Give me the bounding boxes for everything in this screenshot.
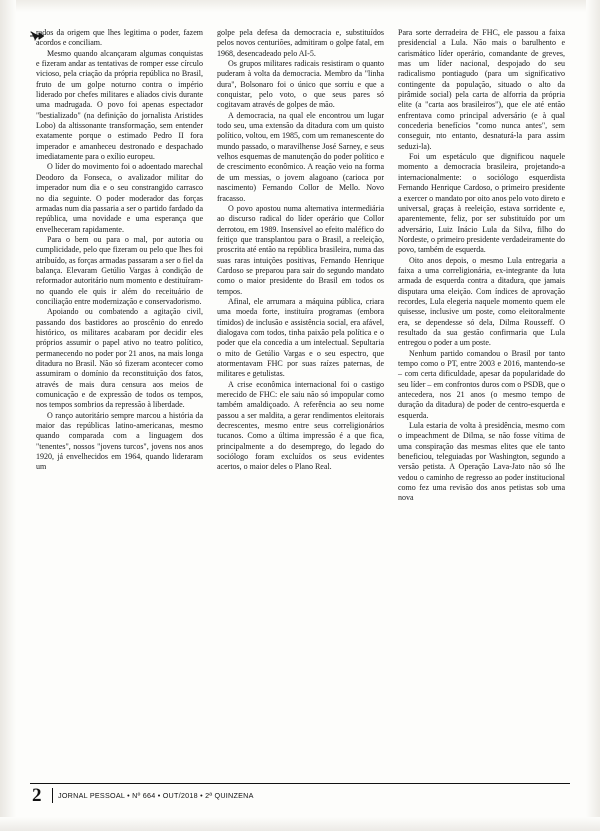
paper-edge-left [0, 0, 16, 831]
paragraph: Foi um espetáculo que dignificou naquele momento a democracia brasileira, projetando-a internacionalmente: o sociólogo esquerdista Fernando Henrique Cardoso, o primeiro presidente a exercer o mandato por oito anos pelo voto direto e universal, graças à reeleição, estava sorridente e, aparentemente, feliz, por ser substituído por um adversário, Luiz Inácio Lula da Silva, filho do Nordeste, o primeiro presidente verdadeiramente do povo, também de esquerda. [398, 152, 565, 255]
paragraph: O ranço autoritário sempre marcou a história da maior das repúblicas latino-americanas, mesmo quando comparada com a linguagem dos "tenentes", nossos "jovens turcos", jovens nos anos 1920, já envelhecidos em 1964, quando lideraram um [36, 410, 203, 472]
paragraph: Apoiando ou combatendo a agitação civil, passando dos bastidores ao proscênio do enredo histórico, os militares acabaram por decidir eles próprios assumir o papel ativo no teatro político, permanecendo no poder por 21 anos, na mais longa ditadura no Brasil. Não só fizeram acontecer como assumiram o domínio da reconstituição dos fatos, através de mais dura censura aos meios de comunicação e de expressão de todos os tempos, nos tempos sombrios da repressão à liberdade. [36, 307, 203, 410]
paragraph: Afinal, ele arrumara a máquina pública, criara uma moeda forte, instituíra programas (embora tímidos) de inclusão e assistência social, era afável, dialogava com todos, tinha paixão pela política e o poder que ela concedia a um intelectual. Sepultaria o mito de Getúlio Vargas e o seu espectro, que atormentavam FHC por suas raízes paternas, de militares e getulistas. [217, 296, 384, 379]
paragraph: O povo apostou numa alternativa intermediária ao discurso radical do líder operário que Collor derrotou, em 1989. Insensível ao efeito maléfico do feitiço que transplantou para o Brasil, a reeleição, proscrita até então na república brasileira, numa das suas raras intuições positivas, Fernando Henrique Cardoso se preparou para sair do segundo mandato como o maior presidente do Brasil em todos os tempos. [217, 203, 384, 296]
paragraph: Nenhum partido comandou o Brasil por tanto tempo como o PT, entre 2003 e 2016, mantendo-se – com certa dificuldade, apesar da popularidade do seu líder – em confrontos duros com o PSDB, que o antecedera, nos 21 anos (o mesmo tempo de duração da ditadura) de poder de centro-esquerda e esquerda. [398, 348, 565, 420]
paper-edge-top [0, 0, 600, 12]
page-number: 2 [32, 785, 41, 806]
paragraph: A democracia, na qual ele encontrou um lugar todo seu, uma extensão da ditadura com um quisto político, voltou, em 1985, com um remanescente do mundo passado, o maravilhense José Sarney, e seus velhos esquemas de manutenção do poder político e de crescimento econômico. A reação veio na forma de um messias, o jovem alagoano (carioca por nascimento) Fernando Collor de Mello. Novo fracasso. [217, 110, 384, 203]
column-2 [217, 28, 384, 768]
paragraph: golpe pela defesa da democracia e, substituídos pelos novos centuriões, admitiram o golpe fatal, em 1968, desencadeado pelo AI-5. [217, 28, 384, 58]
column-1 [36, 28, 203, 768]
paper-edge-bottom [0, 817, 600, 831]
page-footer [30, 783, 570, 809]
paragraph: Mesmo quando alcançaram algumas conquistas e fizeram andar as tentativas de romper esse círculo vicioso, pela criação da própria república no Brasil, fruto de um golpe noturno contra o império liderado por chefes militares e aliados civis durante uma madrugada. O povo foi apenas espectador "bestializado" (na definição do jornalista Aristides Lobo) da altissonante transformação, sem entender exatamente porque o estimado Pedro II fora imperador e amanheceu destronado e despachado imediatamente para o exílio europeu. [36, 48, 203, 162]
paragraph: Para sorte derradeira de FHC, ele passou a faixa presidencial a Lula. Não mais o barulhento e carismático líder operário, comandante de greves, mas um líder nacional, despojado do seu radicalismo pontiagudo (para um significativo contingente da população, situado o alto da pirâmide social) pela carta de alforria da própria elite (a "carta aos brasileiros"), que ele até então enfrentava como principal adversário (e à qual concederia benefícios "como nunca antes", sem conseguir, nto entanto, desnaturá-la para assim seduzi-la). [398, 28, 565, 151]
paper-edge-right [586, 0, 600, 831]
column-3 [398, 28, 565, 768]
footer-divider [30, 783, 570, 784]
article-columns [36, 28, 566, 768]
paragraph: A crise econômica internacional foi o castigo merecido de FHC: ele saiu não só impopular como também amaldiçoado. A referência ao seu nome passou a ser maldita, a gerar rendimentos eleitorais decrescentes, mesmo entre seus correligionários tucanos. Como a última impressão é a que fica, principalmente a do desemprego, do legado do sociólogo foram excluídos os seus evidentes acertos, o maior deles o Plano Real. [217, 379, 384, 472]
paragraph: O líder do movimento foi o adoentado marechal Deodoro da Fonseca, o avalizador militar do imperador num dia e o seu constrangido carrasco no dia seguinte. O poder moderador das forças armadas num dia passaria a ser o partido fardado da república, uma novidade e uma esperança que envelheceram rapidamente. [36, 162, 203, 234]
paragraph: Oito anos depois, o mesmo Lula entregaria a faixa a uma correligionária, ex-integrante da luta armada de esquerda contra a ditadura, que jamais disputara uma eleição. Com índices de aprovação recordes, Lula elegeria naquele momento quem ele quisesse, inclusive um poste, como eleitoralmente era, se dependesse só dela, Dilma Rousseff. O resultado da sua gestão confirmaria que Lula entregou o poder a um poste. [398, 255, 565, 348]
footer-separator [52, 788, 53, 803]
paragraph: Para o bem ou para o mal, por autoria ou cumplicidade, pelo que fizeram ou pelo que lhes foi atribuído, as forças armadas passaram a ser o fiel da balança. Elevaram Getúlio Vargas à condição de reformador autoritário num momento e destituíram-no quando ele quis ir além do receituário de conciliação entre modernização e conservadorismo. [36, 234, 203, 306]
footer-publication-info: JORNAL PESSOAL • Nº 664 • OUT/2018 • 2ª QUINZENA [58, 791, 254, 800]
paragraph: Lula estaria de volta à presidência, mesmo com o impeachment de Dilma, se não fosse vítima de uma conspiração das mesmas elites que ele tanto beneficiou, teleguiadas por Washington, segundo a versão petista. A Operação Lava-Jato não só lhe vedou o caminho de regresso ao poder institucional como fez uma revisão dos anos petistas sob uma nova [398, 421, 565, 503]
paragraph: Os grupos militares radicais resistiram o quanto puderam à volta da democracia. Membro da "linha dura", Bolsonaro foi o único que sorriu e que a conquistar, pelo voto, o que seus pares só cogitavam através de golpes de mão. [217, 59, 384, 110]
paragraph: rados da origem que lhes legitima o poder, fazem acordos e conciliam. [36, 28, 203, 48]
